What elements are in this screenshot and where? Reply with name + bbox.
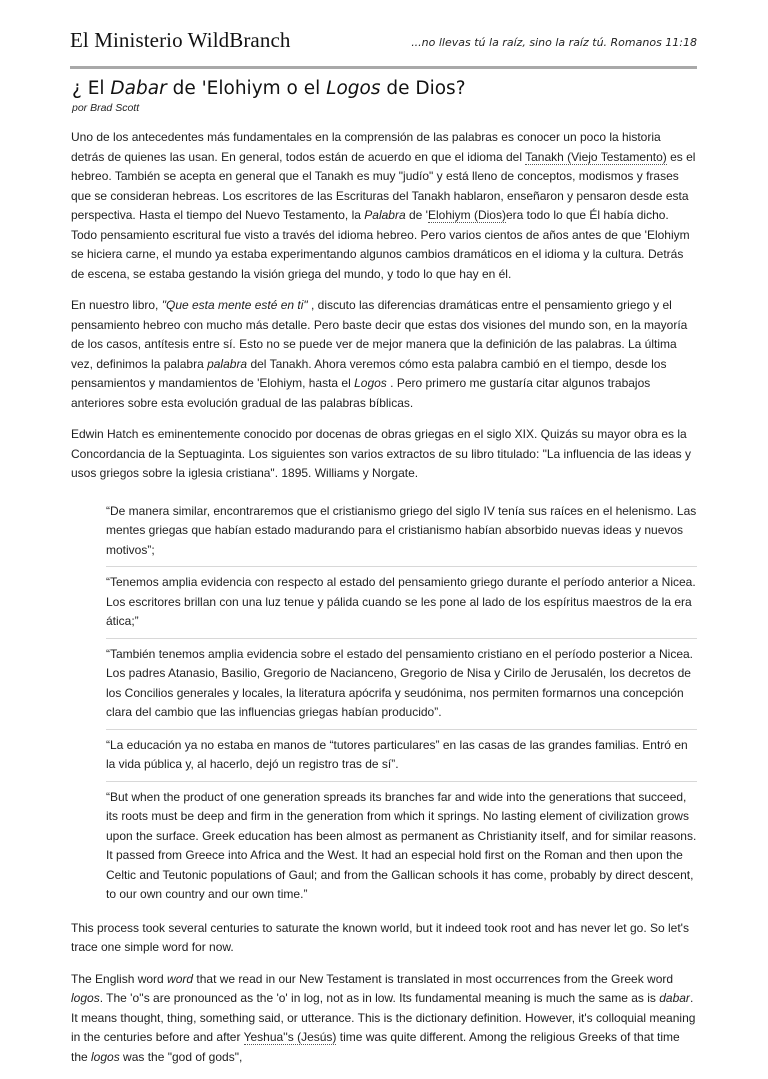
p2-text-b: , discuto las diferencias dramáticas entre el pensamiento griego y el pensamiento hebreo con mucho más detalle. Pero baste decir que estas dos visiones del mundo son, en la mayoría de los casos, antítesis entre sí. Esto no se puede ver de mejor manera que la definición de las palabras. La última vez, definimos la palabra xyxy=(71,298,688,371)
paragraph-5 xyxy=(71,970,697,1068)
quote-block xyxy=(106,496,697,911)
site-header xyxy=(70,28,697,69)
quote-item: “Tenemos amplia evidencia con respecto al estado del pensamiento griego durante el período anterior a Nicea. Los escritores brillan con una luz tenue y pálida cuando se les pone al lado de los espíritus maestros de la era ática;” xyxy=(106,567,697,639)
paragraph-1 xyxy=(71,128,697,284)
p5-text-c: . The 'o''s are pronounced as the 'o' in log, not as in low. Its fundamental meaning is much the same as is xyxy=(99,991,660,1005)
paragraph-3 xyxy=(71,425,697,484)
p2-text-d: . Pero primero me gustaría citar algunos trabajos anteriores sobre esta evolución gradual de las palabras bíblicas. xyxy=(71,376,651,410)
p1-text-d: era todo lo que Él había dicho. Todo pensamiento escritural fue visto a través del idioma hebreo. Pero varios cientos de años antes de que 'Elohiym se hiciera carne, el mundo ya estaba experimentando algunos cambios dramáticos en el idioma y la cultura. Detrás de escena, se estaba gestando la visión griega del mundo, y todo lo que hay en él. xyxy=(71,208,690,281)
p2-em-palabra: palabra xyxy=(207,356,248,371)
title-logos: Logos xyxy=(326,78,381,99)
article-body xyxy=(71,128,697,1079)
title-suffix: de Dios? xyxy=(380,78,466,99)
quote-item: “La educación ya no estaba en manos de “tutores particulares” en las casas de las grandes familias. Entró en la vida pública y, al hacerlo, dejó un registro tras de sí”. xyxy=(106,730,697,782)
link-tanakh[interactable]: Tanakh (Viejo Testamento) xyxy=(525,149,667,164)
article-title xyxy=(72,78,466,99)
quote-item: “De manera similar, encontraremos que el cristianismo griego del siglo IV tenía sus raíces en el helenismo. Las mentes griegas que habían estado madurando para el cristianismo habían absorbido nuevas ideas y nuevos motivos”; xyxy=(106,496,697,568)
p5-text-a: The English word xyxy=(71,971,168,986)
link-elohiym[interactable]: Elohiym (Dios) xyxy=(427,208,506,222)
quote-item: “But when the product of one generation spreads its branches far and wide into the generations that succeed, its roots must be deep and firm in the generation from which it springs. No lasting element of civilization grows upon the surface. Greek education has been almost as permanent as Christianity itself, and for similar reasons. It passed from Greece into Africa and the West. It had an especial hold first on the Roman and then upon the Celtic and Teutonic populations of Gaul; and from the Gallican schools it has come, probably by direct descent, to our own country and our own time.” xyxy=(106,789,697,901)
title-mid: de 'Elohiym o el xyxy=(166,78,327,99)
p2-text-a: En nuestro libro, xyxy=(71,298,162,312)
site-title[interactable]: El Ministerio WildBranch xyxy=(70,28,291,52)
byline: por Brad Scott xyxy=(72,102,140,114)
p5-text-f: was the "god of gods", xyxy=(119,1049,243,1064)
link-yeshua[interactable]: Yeshua''s (Jesús) xyxy=(243,1030,337,1044)
p3-text-a: Edwin Hatch es eminentemente conocido por docenas de obras griegas en el siglo XIX. Quizás su mayor obra es la Concordancia de la Septuaginta. Los siguientes son varios extractos de su libro titulado: "La influencia de las ideas y usos griegos sobre la iglesia cristiana". 1895. Williams y Norgate. xyxy=(71,427,691,480)
p5-em-word: word xyxy=(167,971,194,986)
title-dabar: Dabar xyxy=(110,78,167,99)
p5-em-logos-2: logos xyxy=(91,1049,120,1064)
p2-text-c: del Tanakh. Ahora veremos cómo esta palabra cambió en el tiempo, desde los pensamientos y mandamientos de 'Elohiym, hasta el xyxy=(71,356,667,390)
p5-text-e: time was quite different. Among the religious Greeks of that time the xyxy=(71,1030,680,1064)
p2-em-logos: Logos xyxy=(354,376,387,390)
p1-text-c: de ' xyxy=(405,208,428,222)
paragraph-4 xyxy=(71,919,697,958)
site-tagline: ...no llevas tú la raíz, sino la raíz tú. Romanos 11:18 xyxy=(411,36,697,49)
p5-em-dabar: dabar xyxy=(659,991,690,1005)
p4-text-a: This process took several centuries to saturate the known world, but it indeed took root and has never let go. So let's trace one simple word for now. xyxy=(71,920,689,954)
p2-em-book: "Que esta mente esté en ti" xyxy=(161,298,308,312)
p1-text-b: es el hebreo. También se acepta en general que el Tanakh es muy "judío" y está lleno de conceptos, modismos y frases que se consideran hebreas. Los escritores de las Escrituras del Tanakh hablaron, enseñaron y pensaron desde esta perspectiva. Hasta el tiempo del Nuevo Testamento, la xyxy=(71,149,696,222)
p5-text-b: that we read in our New Testament is translated in most occurrences from the Greek word xyxy=(193,971,674,986)
p1-text-a: Uno de los antecedentes más fundamentales en la comprensión de las palabras es conocer un poco la historia detrás de quienes las usan. En general, todos están de acuerdo en que el idioma del xyxy=(71,130,661,164)
p1-em-palabra: Palabra xyxy=(364,208,406,222)
title-prefix: ¿ El xyxy=(72,78,111,99)
paragraph-2 xyxy=(71,296,697,413)
p5-text-d: . It means thought, thing, something said, or utterance. This is the dictionary definition. However, it's colloquial meaning in the centuries before and after xyxy=(71,991,696,1044)
quote-item: “También tenemos amplia evidencia sobre el estado del pensamiento cristiano en el período posterior a Nicea. Los padres Atanasio, Basilio, Gregorio de Nacianceno, Gregorio de Nisa y Cirilo de Jerusalén, los decretos de los Concilios generales y locales, la literatura apócrifa y seudónima, nos permiten formarnos una concepción clara del cambio que las influencias griegas habían producido”. xyxy=(106,639,697,730)
p5-em-logos: logos xyxy=(71,991,100,1005)
